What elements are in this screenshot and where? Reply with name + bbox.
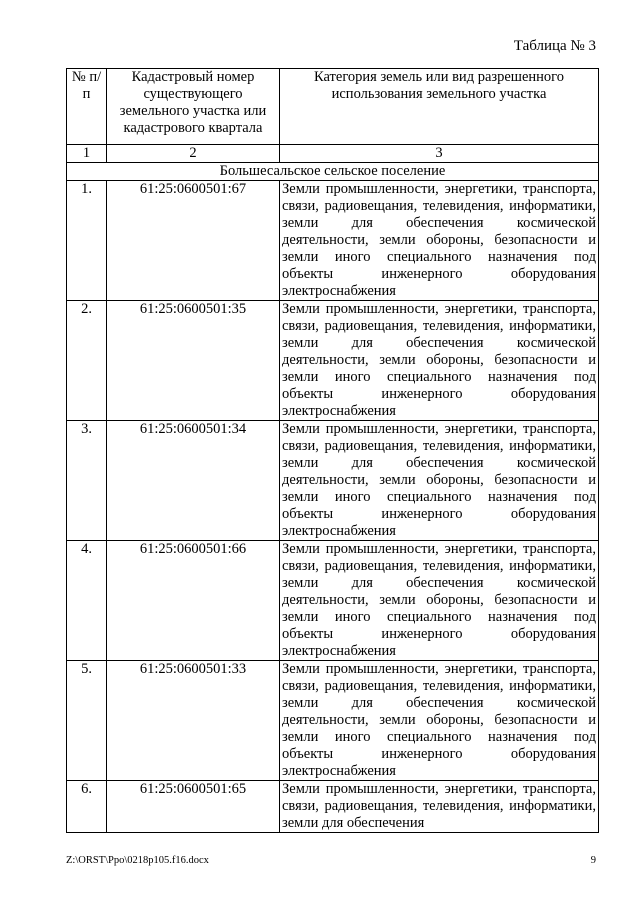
cadastral-number: 61:25:0600501:35 — [107, 301, 280, 421]
section-row — [67, 163, 599, 181]
land-category: Земли промышленности, энергетики, транспорта, связи, радиовещания, телевидения, информатики, земли для обеспечения космической деятельности, земли обороны, безопасности и земли иного специального назначения под объекты инженерного оборудования электроснабжения — [280, 421, 599, 541]
cadastral-number: 61:25:0600501:33 — [107, 661, 280, 781]
table-row — [67, 301, 599, 421]
column-number-row — [67, 145, 599, 163]
row-index: 4. — [67, 541, 107, 661]
header-index: № п/п — [67, 69, 107, 145]
column-number: 2 — [107, 145, 280, 163]
row-index: 6. — [67, 781, 107, 833]
row-index: 1. — [67, 181, 107, 301]
table-header-row — [67, 69, 599, 145]
cadastral-number: 61:25:0600501:67 — [107, 181, 280, 301]
row-index: 2. — [67, 301, 107, 421]
land-category: Земли промышленности, энергетики, транспорта, связи, радиовещания, телевидения, информатики, земли для обеспечения космической деятельности, земли обороны, безопасности и земли иного специального назначения под объекты инженерного оборудования электроснабжения — [280, 541, 599, 661]
column-number: 3 — [280, 145, 599, 163]
table-row — [67, 541, 599, 661]
header-land-category: Категория земель или вид разрешенного использования земельного участка — [280, 69, 599, 145]
table-row — [67, 661, 599, 781]
cadastral-number: 61:25:0600501:66 — [107, 541, 280, 661]
page-number: 9 — [590, 855, 596, 866]
land-plots-table — [66, 68, 599, 833]
section-title: Большесальское сельское поселение — [67, 163, 599, 181]
land-category: Земли промышленности, энергетики, транспорта, связи, радиовещания, телевидения, информатики, земли для обеспечения — [280, 781, 599, 833]
land-category: Земли промышленности, энергетики, транспорта, связи, радиовещания, телевидения, информатики, земли для обеспечения космической деятельности, земли обороны, безопасности и земли иного специального назначения под объекты инженерного оборудования электроснабжения — [280, 301, 599, 421]
table-row — [67, 421, 599, 541]
footer-file-path: Z:\ORST\Ppo\0218p105.f16.docx — [66, 855, 209, 866]
table-row — [67, 781, 599, 833]
land-category: Земли промышленности, энергетики, транспорта, связи, радиовещания, телевидения, информатики, земли для обеспечения космической деятельности, земли обороны, безопасности и земли иного специального назначения под объекты инженерного оборудования электроснабжения — [280, 181, 599, 301]
header-cadastral-number: Кадастровый номер существующего земельного участка или кадастрового квартала — [107, 69, 280, 145]
land-category: Земли промышленности, энергетики, транспорта, связи, радиовещания, телевидения, информатики, земли для обеспечения космической деятельности, земли обороны, безопасности и земли иного специального назначения под объекты инженерного оборудования электроснабжения — [280, 661, 599, 781]
cadastral-number: 61:25:0600501:65 — [107, 781, 280, 833]
table-row — [67, 181, 599, 301]
row-index: 3. — [67, 421, 107, 541]
column-number: 1 — [67, 145, 107, 163]
cadastral-number: 61:25:0600501:34 — [107, 421, 280, 541]
row-index: 5. — [67, 661, 107, 781]
table-title: Таблица № 3 — [513, 38, 596, 54]
